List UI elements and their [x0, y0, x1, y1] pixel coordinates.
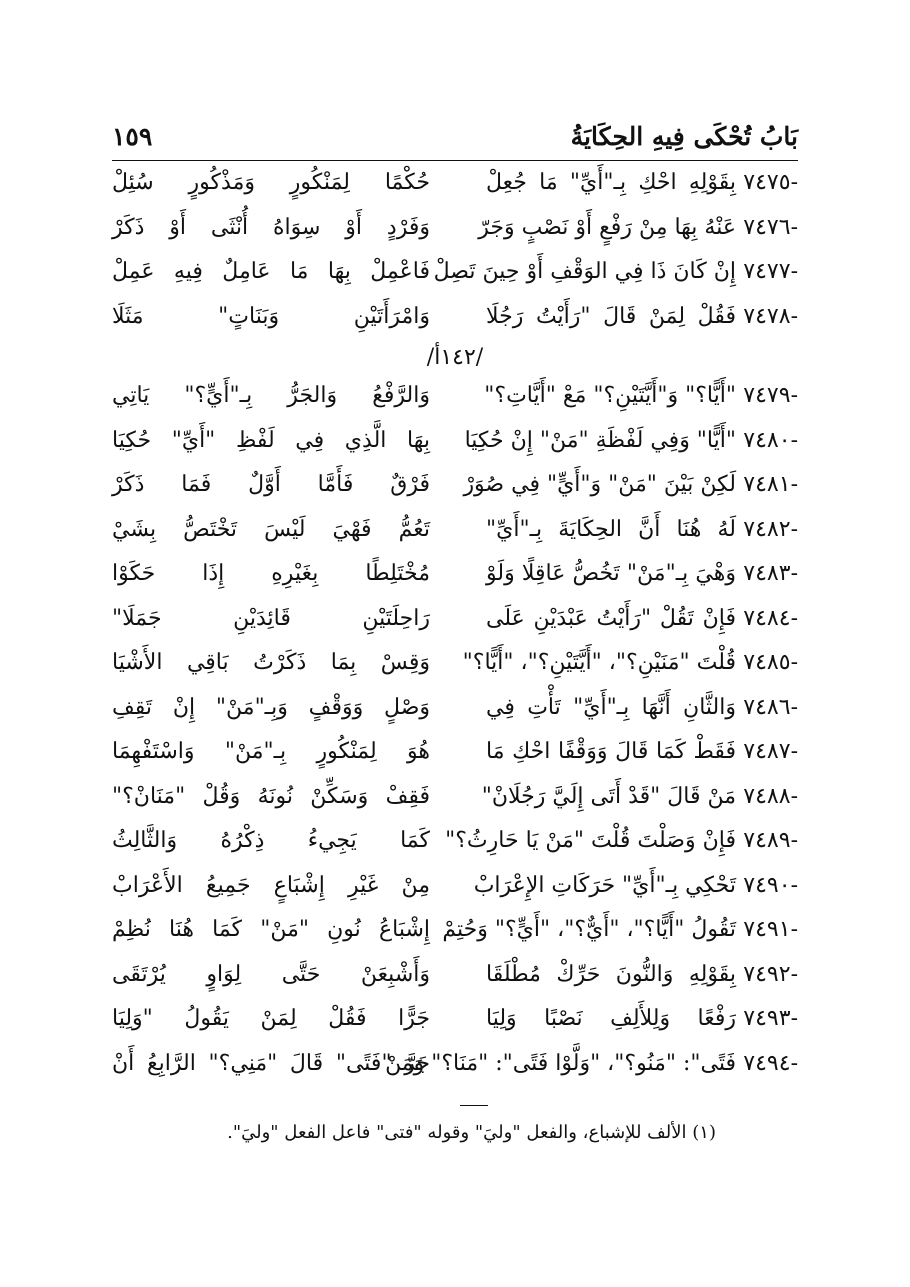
- verse-line: [112, 784, 798, 820]
- verse-number: ٧٤٧٥-: [743, 170, 798, 195]
- second-hemistich: فَقِفْ وَسَكِّنْ نُونَهُ وَقُلْ "مَنَانْ؟": [112, 783, 430, 809]
- verse-line: [112, 917, 798, 953]
- verse-number: ٧٤٨١-: [743, 472, 798, 497]
- verse-number: ٧٤٨٠-: [743, 427, 798, 453]
- verse-line: [112, 259, 798, 295]
- second-hemistich: تَعُمُّ فَهْيَ لَيْسَ تَخْتَصُّ بِشَيْ: [112, 516, 430, 542]
- verse-number: ٧٤٨٣-: [743, 561, 798, 586]
- verse-line: [112, 215, 798, 251]
- verse-line: [112, 650, 798, 686]
- verse-number: ٧٤٨٨-: [743, 783, 798, 809]
- verse-number: ٧٤٩٠-: [743, 872, 798, 898]
- second-hemistich: مُخْتَلِطًا بِغَيْرِهِ إِذَا حَكَوْا: [112, 561, 430, 586]
- verse-line: [112, 1051, 798, 1087]
- verse-number: ٧٤٨٤-: [743, 605, 798, 631]
- verse-line: [112, 383, 798, 419]
- second-hemistich: إِشْبَاعُ نُونِ "مَنْ" كَمَا هُنَا نُظِمْ: [112, 917, 430, 942]
- second-hemistich: بِهَا الَّذِي فِي لَفْظِ "أَيِّ" حُكِيَا: [112, 427, 430, 453]
- second-hemistich: فَرْقٌ فَأَمَّا أَوَّلٌ فَمَا ذَكَرْ: [112, 472, 430, 497]
- verse-number: ٧٤٩١-: [743, 917, 798, 942]
- verse-line: [112, 873, 798, 909]
- verse-number: ٧٤٨٥-: [743, 650, 798, 675]
- first-hemistich: وَهْيَ بِـ"مَنْ" تَخُصُّ عَاقِلًا وَلَوْ: [486, 561, 736, 586]
- verse-number: ٧٤٨٧-: [743, 739, 798, 764]
- verse-line: [112, 517, 798, 553]
- verse-line: [112, 561, 798, 597]
- second-hemistich: جَرَّ "فَتًى" قَالَ "مَنِي؟" الرَّابِعُ أَنْ: [112, 1050, 430, 1076]
- second-hemistich: وَالرَّفْعُ وَالجَرُّ بِـ"أَيٍّ؟" يَاتِي: [112, 383, 430, 408]
- page-header: [112, 118, 798, 158]
- second-hemistich: فَاعْمِلْ بِهَا مَا عَامِلٌ فِيهِ عَمِلْ: [112, 259, 430, 285]
- folio-marker: /١٤٢أ/: [426, 345, 484, 370]
- first-hemistich: "أَيًّا؟" وَ"أَيَّتَيْنِ؟" مَعْ "أَيَّاتِ؟": [484, 383, 736, 408]
- verse-line: [112, 606, 798, 642]
- first-hemistich: إِنْ كَانَ ذَا فِي الوَقْفِ أَوْ حِينَ تَصِلْ: [433, 259, 736, 285]
- second-hemistich: جَرًّا فَقُلْ لِمَنْ يَقُولُ "وَلِيَا: [112, 1006, 430, 1031]
- verse-line: [112, 828, 798, 864]
- second-hemistich: مِنْ غَيْرِ إِشْبَاعٍ جَمِيعُ الأَعْرَابْ: [112, 872, 430, 898]
- second-hemistich: وَأَشْبِعَنْ حَتَّى لِوَاوٍ يُرْتَقَى: [112, 961, 430, 987]
- header-rule: [112, 160, 798, 161]
- second-hemistich: وَامْرَأَتَيْنِ وَبَنَاتٍ" مَثَلَا: [112, 304, 430, 330]
- first-hemistich: فَإِنْ وَصَلْتَ قُلْتَ "مَنْ يَا حَارِثُ؟": [445, 828, 736, 853]
- first-hemistich: فَإِنْ تَقُلْ "رَأَيْتُ عَبْدَيْنِ عَلَى: [486, 605, 736, 631]
- footnote-rule: [460, 1105, 488, 1106]
- verse-line: [112, 739, 798, 775]
- first-hemistich: قُلْتَ "مَنَيْنِ؟"، "أَيَّتَيْنِ؟"، "أَيًّا؟": [462, 650, 736, 675]
- footnote: (١) الألف للإشباع، والفعل "وليَ" وقوله "فتى" فاعل الفعل "وليَ".: [227, 1122, 716, 1143]
- second-hemistich: رَاحِلَتَيْنِ قَائِدَيْنِ جَمَلَا": [112, 605, 430, 631]
- verse-line: [112, 1006, 798, 1042]
- verse-line: [112, 472, 798, 508]
- first-hemistich: "أَيًّا" وَفِي لَفْظَةِ "مَنْ" إِنْ حُكِيَا: [464, 427, 736, 453]
- verse-number: ٧٤٩٢-: [743, 961, 798, 987]
- page-number: ١٥٩: [112, 122, 153, 151]
- first-hemistich: بِقَوْلِهِ احْكِ بِـ"أَيِّ" مَا جُعِلْ: [486, 170, 736, 195]
- first-hemistich: مَنْ قَالَ "قَدْ أَتَى إِلَيَّ رَجُلَانْ": [481, 783, 736, 809]
- verse-line: [112, 428, 798, 464]
- verse-number: ٧٤٨٩-: [743, 828, 798, 853]
- verse-number: ٧٤٧٧-: [743, 259, 798, 285]
- second-hemistich: هُوَ لِمَنْكُورٍ بِـ"مَنْ" وَاسْتَفْهِمَا: [112, 739, 430, 764]
- first-hemistich: تَحْكِي بِـ"أَيِّ" حَرَكَاتِ الإِعْرَابْ: [473, 872, 736, 898]
- verse-number: ٧٤٧٨-: [743, 304, 798, 330]
- second-hemistich: وَصْلٍ وَوَقْفٍ وَبِـ"مَنْ" إِنْ تَقِفِ: [112, 694, 430, 720]
- running-title: بَابُ تُحْكَى فِيهِ الحِكَايَةُ: [570, 122, 798, 151]
- first-hemistich: وَالثَّانِ أَنَّهَا بِـ"أَيِّ" تَأْتِ فِي: [486, 694, 736, 720]
- verse-number: ٧٤٧٦-: [743, 214, 798, 240]
- verse-line: [112, 695, 798, 731]
- first-hemistich: رَفْعًا وَلِلأَلِفِ نَصْبًا وَلِيَا: [486, 1006, 736, 1031]
- first-hemistich: عَنْهُ بِهَا مِنْ رَفْعٍ أَوْ نَصْبٍ وَجَرّ: [478, 214, 736, 240]
- verse-line: [112, 304, 798, 340]
- first-hemistich: فَقُلْ لِمَنْ قَالَ "رَأَيْتُ رَجُلَا: [486, 304, 736, 330]
- second-hemistich: حُكْمًا لِمَنْكُورٍ وَمَذْكُورٍ سُئِلْ: [112, 170, 430, 195]
- first-hemistich: لَكِنْ بَيْنَ "مَنْ" وَ"أَيٍّ" فِي صُوَرْ: [463, 472, 736, 497]
- first-hemistich: بِقَوْلِهِ وَالنُّونَ حَرِّكْ مُطْلَقَا: [486, 961, 736, 987]
- first-hemistich: فَقَطْ كَمَا قَالَ وَوَقْفًا احْكِ مَا: [486, 739, 736, 764]
- first-hemistich: تَقُولُ "أَيًّا؟"، "أَيٌّ؟"، "أَيٍّ؟" وَحُتِمْ: [442, 917, 736, 942]
- second-hemistich: كَمَا يَجِيءُ ذِكْرُهُ وَالثَّالِثُ: [112, 828, 430, 853]
- verse-number: ٧٤٩٣-: [743, 1006, 798, 1031]
- verse-number: ٧٤٨٦-: [743, 694, 798, 720]
- verse-line: [112, 170, 798, 206]
- second-hemistich: وَقِسْ بِمَا ذَكَرْتُ بَاقِي الأَشْيَا: [112, 650, 430, 675]
- verse-number: ٧٤٩٤-: [743, 1050, 798, 1076]
- first-hemistich: فَتًى": "مَنُو؟"، "وَلَّوْا فَتًى": "مَنَا؟" وَمَنْ: [385, 1050, 736, 1076]
- verse-number: ٧٤٨٢-: [743, 516, 798, 542]
- verse-line: [112, 962, 798, 998]
- second-hemistich: وَفَرْدٍ أَوْ سِوَاهُ أُنْثَى أَوْ ذَكَرْ: [112, 214, 430, 240]
- verse-number: ٧٤٧٩-: [743, 383, 798, 408]
- first-hemistich: لَهُ هُنَا أَنَّ الحِكَايَةَ بِـ"أَيِّ": [486, 516, 736, 542]
